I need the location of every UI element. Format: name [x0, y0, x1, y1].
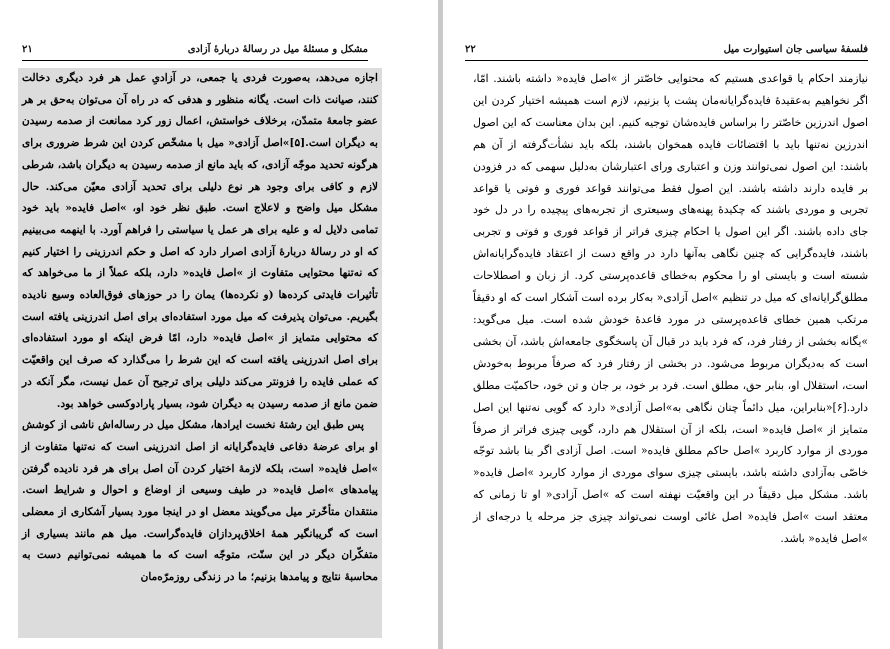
left-paragraph: پس طبق این رشتهٔ نخست ایرادها، مشکل میل در رساله‌اش ناشی از کوشش او برای عرضهٔ دفاعی فایده‌گرایانه از اصل اندرزینی است که نه‌تنها متفاوت از »اصل فایده« است، بلکه لازمهٔ اختیار کردن آن اصل برای هر فرد نادیده گرفتن پیامدهای »اصل فایده« در طیف وسیعی از اوضاع و احوال و شرایط است. منتقدان متأخّرتر میل می‌گویند معضل او در اینجا مورد بسیار آشکاری از معضلی است که گریبانگیر همهٔ اخلاق‌پردازان فایده‌گراست. میل هم مانند بسیاری از متفکّران دیگر در این سنّت، متوجّه است که ما همیشه نمی‌توانیم دست به محاسبهٔ نتایج و پیامدها بزنیم؛ ما در زندگی روزمرّه‌مان [22, 419, 378, 584]
left-running-title: مشکل و مسئلهٔ میل در رسالهٔ دربارهٔ آزادی [187, 44, 368, 55]
left-page [0, 0, 438, 649]
left-body-text [18, 68, 382, 638]
left-page-number: ۲۱ [22, 44, 33, 55]
right-page-number: ۲۲ [465, 44, 476, 55]
right-paragraph: نیازمند احکام یا قواعدی هستیم که محتوایی خاصّتر از »اصل فایده« داشته باشند. امّا، اگر نخواهیم به‌عقیدهٔ فایده‌گرایانه‌مان پشت پا بزنیم، لازم است همیشه اختیار کردن این اصول اندرزین خاصّتر را براساس فایده‌شان توجیه کنیم. این بدان معناست که این اصول اندرزین نه‌تنها باید با اقتضائات فایده همخوان باشند، بلکه باید نشأت‌گرفته از آن هم باشند: این اصول نمی‌توانند وزن و اعتباری ورای اعتبارشان به‌دلیل سهمی که در فزودن بر فایده دارند داشته باشند. این اصول فقط می‌توانند قواعد فوری و فوتی یا قواعد تجربی و موردی باشند که چکیدهٔ پهنه‌های وسیعتری از تجربه‌های پیچیده را در دل خود جای داده باشند. اگر این اصول یا احکام چیزی فراتر از قواعد فوری و فوتی و تجربی باشند، فایده‌گرایی که چنین نگاهی به‌آنها دارد در واقع دست از اعتقاد فایده‌گرایانه‌اش شسته است و بایستی او را محکوم به‌خطای قاعده‌پرستی کرد. از زبان و اصطلاحات مطلق‌گرایانه‌ای که میل در تنظیم »اصل آزادی« به‌کار برده است آشکار است که او دقیقاً مرتکب همین خطای قاعده‌پرستی در مورد قاعدهٔ خودش شده است. میل می‌گوید: »یگانه بخشی از رفتار فرد، که فرد باید در قبال آن پاسخگوی جامعه‌اش باشد، آن بخشی است که به‌دیگران مربوط می‌شود. در بخشی از رفتار فرد که صرفاً مربوط به‌خودش است، استقلال او، بنابر حق، مطلق است. فرد بر خود، بر جان و تن خود، حاکمیّت مطلق دارد.[۶]«بنابراین، میل دائماً چنان نگاهی به»اصل آزادی« دارد که گویی نه‌تنها این اصل متمایز از »اصل فایده« است، بلکه از آن استقلال هم دارد، گویی چیزی فراتر از صرفاً موردی از موارد کاربرد »اصل حاکم مطلق فایده« است. اصل آزادی اگر بنا باشد توجّه خاصّی به‌آزادی داشته باشد، بایستی چیزی سوای موردی از موارد کاربرد »اصل فایده« باشد. مشکل میل دقیقاً در این واقعیّت نهفته است که »اصل آزادی« او تا زمانی که معتقد است »اصل فایده« اصل غائی اوست نمی‌تواند چیزی جز مرحله یا درجه‌ای از »اصل فایده« باشد. [473, 72, 868, 546]
right-page-header [465, 44, 868, 61]
right-running-title: فلسفهٔ سیاسی جان استیوارت میل [723, 44, 868, 55]
right-body-text [473, 68, 868, 550]
left-paragraph: اجازه می‌دهد، به‌صورت فردی یا جمعی، در آزادیِ عمل هر فرد دیگری دخالت کنند، صیانت ذات است. یگانه منظور و هدفی که در راه آن می‌توان به‌حق بر هر عضو جامعهٔ متمدّن، برخلاف خواستش، اعمال زور کرد ممانعت از صدمه رسیدن به دیگران است.[۵]»اصل آزادی« میل با مشخّص کردن این شرط ضروری برای هرگونه تحدید موجّه آزادی، که باید مانع از صدمه رسیدن به دیگران باشد، شرطی لازم و کافی برای وجود هر نوع دلیلی برای تحدید آزادی معیّن می‌کند. حال مشکل میل واضح و لاعلاج است. طبق نظر خود او، »اصل فایده« باید خود تمامی دلایل له و علیه برای هر عمل یا سیاستی را فراهم آورد. با اینهمه می‌بینیم که او در رسالهٔ دربارهٔ آزادی اصرار دارد که اصل و حکم اندرزینی را اختیار کنیم که نه‌تنها محتوایی متفاوت از »اصل فایده« دارد، بلکه عملاً از ما می‌خواهد که تأثیرات فایدتی کرده‌ها (و نکرده‌ها) یمان را در حوزهای فوق‌العاده وسیع نادیده بگیریم. می‌توان پذیرفت که میل مورد استفاده‌ای برای اصل اندرزینی یافته است که محتوایی متمایز از »اصل فایده« دارد، امّا فرض اینکه او مورد استفاده‌ای برای اصل اندرزینی یافته است که این شرط را می‌گذارد که صرف این واقعیّت که عملی فایده را فزونتر می‌کند دلیلی برای ترجیح آن عمل نیست، مگر آنکه در ضمن مانع از صدمه رسیدن به دیگران شود، بسیار پارادوکسی خواهد بود. [22, 72, 379, 410]
right-page [443, 0, 890, 649]
left-page-header [22, 44, 368, 61]
